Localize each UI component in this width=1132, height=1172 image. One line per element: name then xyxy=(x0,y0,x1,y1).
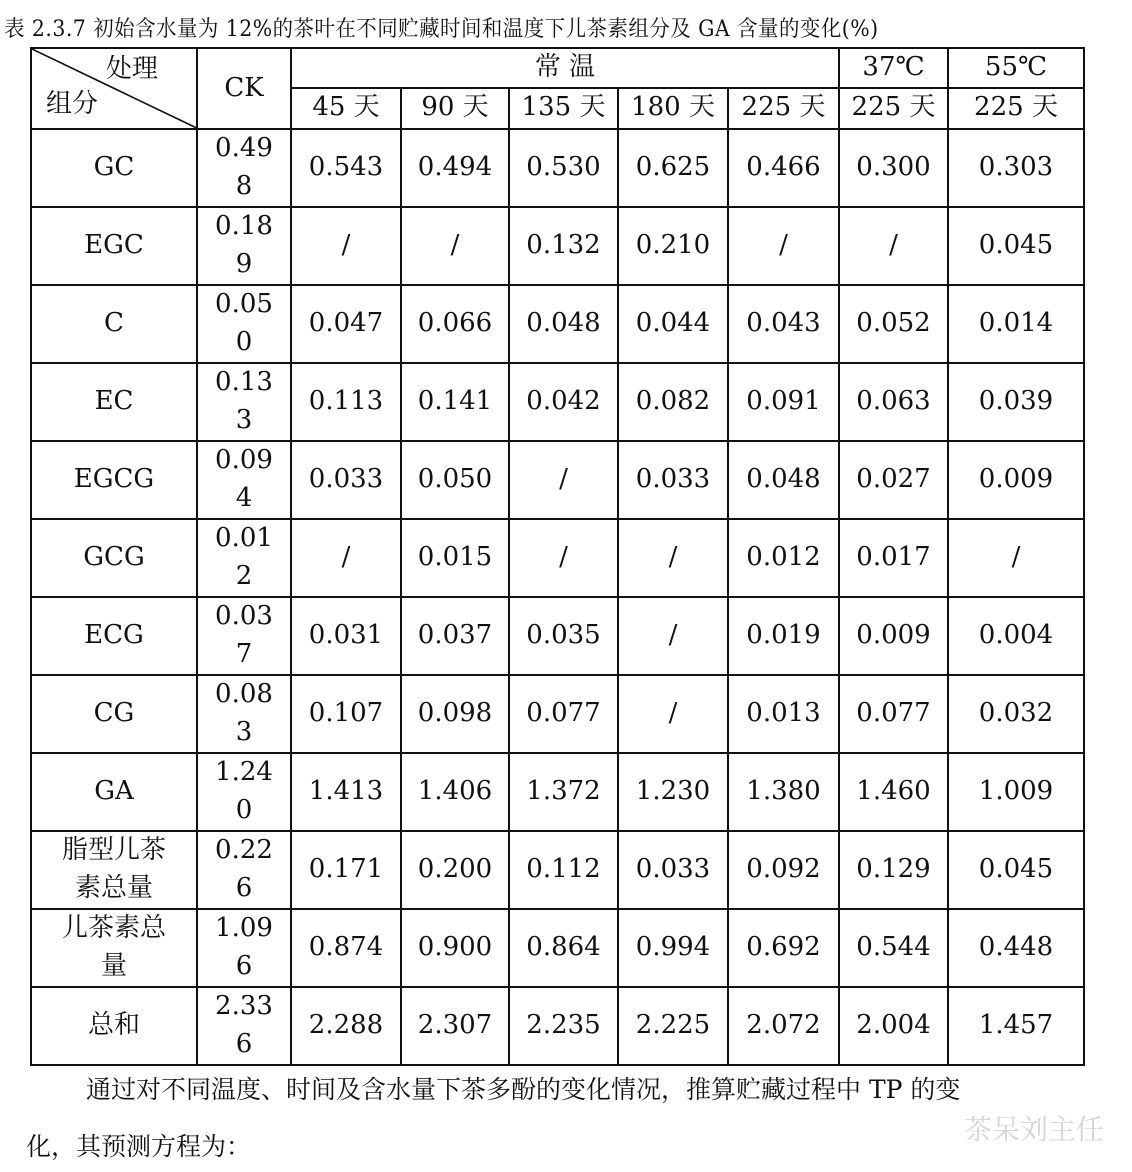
ck-value xyxy=(197,363,291,441)
ck-value-line: 1.09 xyxy=(215,913,273,943)
sub-header: 225 天 xyxy=(839,88,948,129)
ck-value-line: 0.08 xyxy=(215,679,273,709)
value-cell: 0.009 xyxy=(839,597,948,675)
row-label xyxy=(31,831,197,909)
ck-value-line: 3 xyxy=(235,716,253,747)
ck-value xyxy=(197,285,291,363)
value-cell: 0.494 xyxy=(401,129,509,207)
value-cell: 0.544 xyxy=(839,909,948,987)
value-cell: 0.015 xyxy=(401,519,509,597)
value-cell: 0.082 xyxy=(618,363,728,441)
value-cell: 0.448 xyxy=(948,909,1084,987)
value-cell: 0.035 xyxy=(509,597,618,675)
value-cell: 1.406 xyxy=(401,753,509,831)
value-cell: 2.235 xyxy=(509,987,618,1065)
ck-value-line: 7 xyxy=(235,638,253,669)
ck-value-line: 4 xyxy=(235,482,253,513)
ck-value-line: 6 xyxy=(235,950,253,981)
value-cell: / xyxy=(291,207,401,285)
value-cell: 0.200 xyxy=(401,831,509,909)
value-cell: 0.063 xyxy=(839,363,948,441)
value-cell: 0.017 xyxy=(839,519,948,597)
value-cell: / xyxy=(839,207,948,285)
ck-value xyxy=(197,675,291,753)
row-label: EGCG xyxy=(31,441,197,519)
table-row xyxy=(31,831,1084,909)
value-cell: 2.307 xyxy=(401,987,509,1065)
value-cell: 0.466 xyxy=(728,129,839,207)
value-cell: 1.230 xyxy=(618,753,728,831)
ck-value-line: 6 xyxy=(235,872,253,903)
ck-value-line: 2.33 xyxy=(215,991,273,1021)
ck-header: CK xyxy=(197,48,291,129)
sub-header: 225 天 xyxy=(728,88,839,129)
value-cell: 0.013 xyxy=(728,675,839,753)
value-cell: 0.300 xyxy=(839,129,948,207)
value-cell: 0.032 xyxy=(948,675,1084,753)
value-cell: / xyxy=(509,519,618,597)
table-row xyxy=(31,909,1084,987)
ck-value xyxy=(197,909,291,987)
row-label: GC xyxy=(31,129,197,207)
value-cell: 0.692 xyxy=(728,909,839,987)
ck-value-line: 2 xyxy=(235,560,253,591)
value-cell: 0.019 xyxy=(728,597,839,675)
value-cell: 0.027 xyxy=(839,441,948,519)
value-cell: 0.994 xyxy=(618,909,728,987)
ck-value-line: 0.01 xyxy=(215,523,273,553)
row-label-line: 脂型儿茶 xyxy=(61,835,166,865)
ck-value xyxy=(197,987,291,1065)
table-row xyxy=(31,129,1084,207)
ck-value-line: 0.18 xyxy=(215,211,273,241)
value-cell: 0.066 xyxy=(401,285,509,363)
value-cell: 0.014 xyxy=(948,285,1084,363)
value-cell: / xyxy=(291,519,401,597)
value-cell: 0.874 xyxy=(291,909,401,987)
value-cell: / xyxy=(509,441,618,519)
value-cell: 0.039 xyxy=(948,363,1084,441)
value-cell: 0.042 xyxy=(509,363,618,441)
table-row xyxy=(31,207,1084,285)
ck-value-line: 8 xyxy=(235,170,253,201)
ck-value-line: 0.03 xyxy=(215,601,273,631)
sub-header: 180 天 xyxy=(618,88,728,129)
value-cell: / xyxy=(618,597,728,675)
sub-header: 225 天 xyxy=(948,88,1084,129)
row-label: EGC xyxy=(31,207,197,285)
ck-value-line: 9 xyxy=(235,248,253,279)
value-cell: 0.012 xyxy=(728,519,839,597)
value-cell: 0.098 xyxy=(401,675,509,753)
table-caption: 表 2.3.7 初始含水量为 12%的茶叶在不同贮藏时间和温度下儿茶素组分及 GA 含量的变化(%) xyxy=(4,17,879,42)
component-label: 组分 xyxy=(46,89,99,119)
value-cell: 0.530 xyxy=(509,129,618,207)
ck-value-line: 1.24 xyxy=(215,757,273,787)
table-row xyxy=(31,441,1084,519)
value-cell: 2.225 xyxy=(618,987,728,1065)
value-cell: 0.092 xyxy=(728,831,839,909)
row-label: ECG xyxy=(31,597,197,675)
ck-value xyxy=(197,441,291,519)
value-cell: 0.044 xyxy=(618,285,728,363)
value-cell: 0.048 xyxy=(509,285,618,363)
treatment-label: 处理 xyxy=(105,54,158,84)
value-cell: 1.380 xyxy=(728,753,839,831)
sub-header: 45 天 xyxy=(291,88,401,129)
ck-value-line: 0.13 xyxy=(215,367,273,397)
value-cell: 0.004 xyxy=(948,597,1084,675)
ck-value-line: 0 xyxy=(235,794,253,825)
row-label-line: 素总量 xyxy=(74,872,153,903)
value-cell: 0.009 xyxy=(948,441,1084,519)
value-cell: / xyxy=(401,207,509,285)
value-cell: 0.107 xyxy=(291,675,401,753)
value-cell: 0.052 xyxy=(839,285,948,363)
ck-value xyxy=(197,597,291,675)
value-cell: 0.077 xyxy=(509,675,618,753)
table-row xyxy=(31,597,1084,675)
catechin-table xyxy=(30,47,1085,1066)
value-cell: 1.457 xyxy=(948,987,1084,1065)
ck-value xyxy=(197,129,291,207)
value-cell: 2.072 xyxy=(728,987,839,1065)
value-cell: 0.045 xyxy=(948,831,1084,909)
table-row xyxy=(31,363,1084,441)
ck-value-line: 0.05 xyxy=(215,289,273,319)
body-text-line-1: 通过对不同温度、时间及含水量下茶多酚的变化情况，推算贮藏过程中 TP 的变 xyxy=(86,1075,961,1104)
corner-header xyxy=(31,48,197,129)
value-cell: 0.112 xyxy=(509,831,618,909)
value-cell: 0.045 xyxy=(948,207,1084,285)
ck-value-line: 0.22 xyxy=(215,835,273,865)
value-cell: 1.009 xyxy=(948,753,1084,831)
ck-value-line: 0.09 xyxy=(215,445,273,475)
row-label-line: 量 xyxy=(100,950,127,981)
row-label: EC xyxy=(31,363,197,441)
value-cell: 0.048 xyxy=(728,441,839,519)
row-label-line: 儿茶素总 xyxy=(61,913,166,943)
value-cell: 0.091 xyxy=(728,363,839,441)
value-cell: / xyxy=(728,207,839,285)
value-cell: 0.864 xyxy=(509,909,618,987)
ck-value-line: 0.49 xyxy=(215,133,273,163)
row-label: C xyxy=(31,285,197,363)
watermark: 茶呆刘主任 xyxy=(963,1113,1104,1146)
value-cell: 1.413 xyxy=(291,753,401,831)
table-row xyxy=(31,753,1084,831)
value-cell: 0.033 xyxy=(618,441,728,519)
value-cell: 0.031 xyxy=(291,597,401,675)
table-row xyxy=(31,519,1084,597)
value-cell: 0.625 xyxy=(618,129,728,207)
value-cell: 0.141 xyxy=(401,363,509,441)
value-cell: 1.372 xyxy=(509,753,618,831)
row-label: GCG xyxy=(31,519,197,597)
value-cell: / xyxy=(618,675,728,753)
value-cell: 0.900 xyxy=(401,909,509,987)
row-label: GA xyxy=(31,753,197,831)
value-cell: / xyxy=(618,519,728,597)
ck-value xyxy=(197,831,291,909)
ck-value-line: 0 xyxy=(235,326,253,357)
ck-value-line: 3 xyxy=(235,404,253,435)
ck-value xyxy=(197,753,291,831)
ck-value xyxy=(197,519,291,597)
ck-value xyxy=(197,207,291,285)
value-cell: 0.050 xyxy=(401,441,509,519)
value-cell: 0.171 xyxy=(291,831,401,909)
value-cell: 0.129 xyxy=(839,831,948,909)
value-cell: 1.460 xyxy=(839,753,948,831)
row-label: CG xyxy=(31,675,197,753)
row-label xyxy=(31,909,197,987)
table-row xyxy=(31,987,1084,1065)
ck-value-line: 6 xyxy=(235,1028,253,1059)
value-cell: 0.543 xyxy=(291,129,401,207)
body-text-line-2: 化，其预测方程为： xyxy=(26,1132,252,1161)
sub-header: 135 天 xyxy=(509,88,618,129)
group-header-37c: 37℃ xyxy=(839,48,948,88)
value-cell: 0.077 xyxy=(839,675,948,753)
table-row xyxy=(31,285,1084,363)
table-row xyxy=(31,675,1084,753)
value-cell: 0.033 xyxy=(618,831,728,909)
value-cell: 0.303 xyxy=(948,129,1084,207)
value-cell: 0.033 xyxy=(291,441,401,519)
value-cell: 0.113 xyxy=(291,363,401,441)
value-cell: 0.132 xyxy=(509,207,618,285)
group-header-55c: 55℃ xyxy=(948,48,1084,88)
value-cell: 0.043 xyxy=(728,285,839,363)
row-label: 总和 xyxy=(31,987,197,1065)
value-cell: 0.047 xyxy=(291,285,401,363)
value-cell: 2.004 xyxy=(839,987,948,1065)
value-cell: 0.210 xyxy=(618,207,728,285)
value-cell: / xyxy=(948,519,1084,597)
value-cell: 0.037 xyxy=(401,597,509,675)
group-header-room-temp: 常 温 xyxy=(291,48,839,88)
value-cell: 2.288 xyxy=(291,987,401,1065)
sub-header: 90 天 xyxy=(401,88,509,129)
